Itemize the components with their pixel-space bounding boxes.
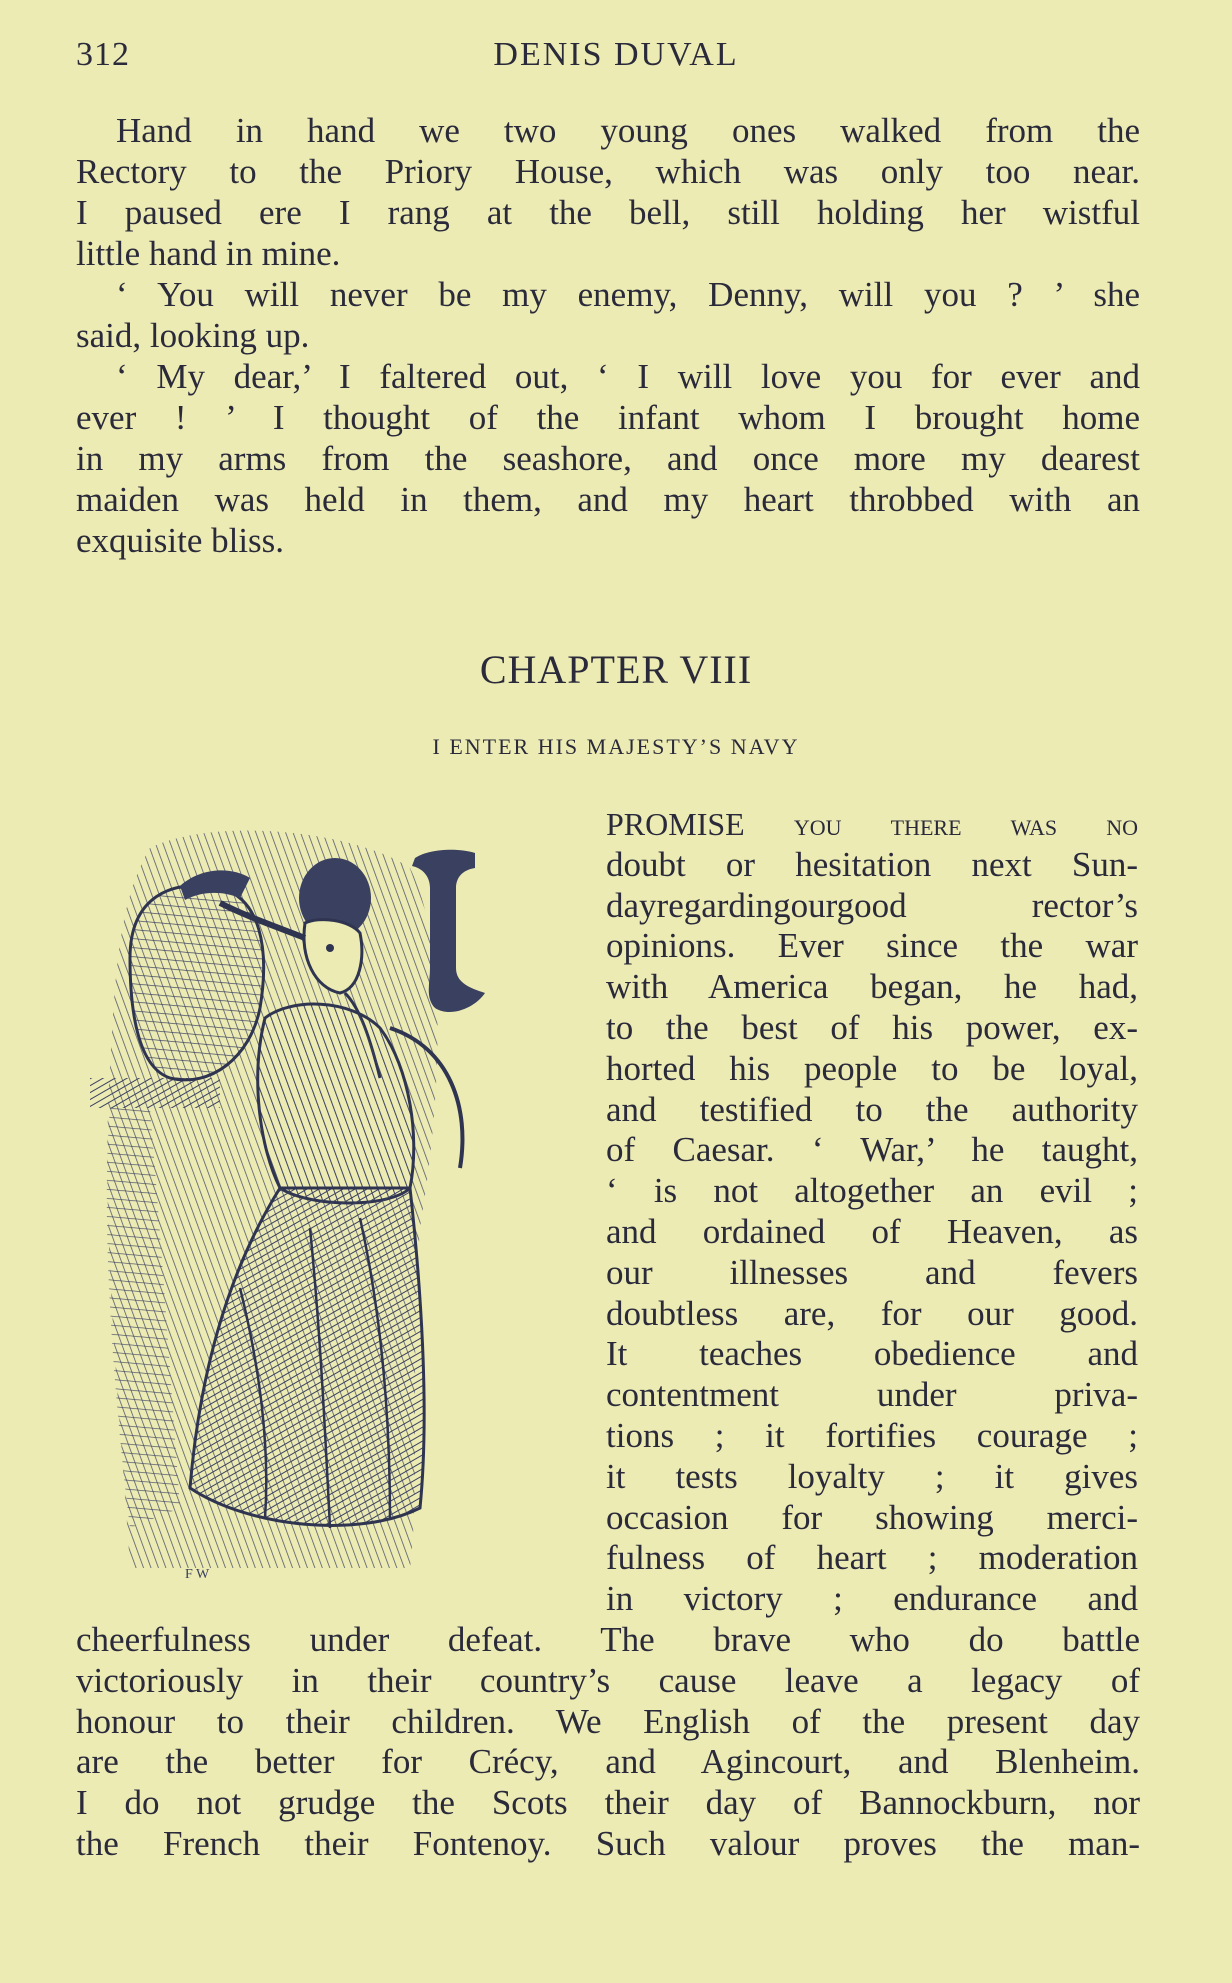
text-line: It teaches obedience and <box>606 1334 1138 1374</box>
text-line: honour to their children. We English of the present day <box>76 1701 1140 1741</box>
text-line: ever ! ’ I thought of the infant whom I brought home <box>76 398 1140 437</box>
chapter-opening-column <box>606 804 1138 1620</box>
text-line: in victory ; endurance and <box>606 1579 1138 1619</box>
chapter-title: CHAPTER VIII <box>479 647 753 692</box>
text-line: and testified to the authority <box>606 1089 1138 1129</box>
text-line: Hand in hand we two young ones walked from the <box>116 111 1140 150</box>
opening-paragraphs <box>76 110 1140 561</box>
text-line: opinions. Ever since the war <box>606 926 1138 966</box>
text-line: little hand in mine. <box>76 234 341 273</box>
text-line: exquisite bliss. <box>76 521 285 560</box>
text-line: the French their Fontenoy. Such valour proves the man- <box>76 1823 1140 1863</box>
text-line: and ordained of Heaven, as <box>606 1211 1138 1251</box>
text-line: it tests loyalty ; it gives <box>606 1456 1138 1496</box>
book-title: DENIS DUVAL <box>493 36 739 73</box>
text-line: I paused ere I rang at the bell, still holding her wistful <box>76 193 1140 232</box>
woman-engraving-illustration <box>90 808 570 1598</box>
text-line: said, looking up. <box>76 316 310 355</box>
chapter-subtitle: I ENTER HIS MAJESTY’S NAVY <box>432 734 800 759</box>
text-line: victoriously in their country’s cause leave a legacy of <box>76 1660 1140 1700</box>
text-line: cheerfulness under defeat. The brave who do battle <box>76 1620 1140 1659</box>
illustration-signature: F W <box>185 1567 210 1582</box>
text-line: fulness of heart ; moderation <box>606 1538 1138 1578</box>
text-line: ‘ My dear,’ I faltered out, ‘ I will love you for ever and <box>116 357 1140 396</box>
text-line: ‘ You will never be my enemy, Denny, will you ? ’ she <box>116 275 1140 314</box>
text-line: doubtless are, for our good. <box>606 1293 1138 1333</box>
text-line: contentment under priva- <box>606 1375 1138 1415</box>
text-line: ‘ is not altogether an evil ; <box>606 1171 1138 1211</box>
text-line: our illnesses and fevers <box>606 1252 1138 1292</box>
running-head <box>0 36 1232 86</box>
text-line: tions ; it fortifies courage ; <box>606 1415 1138 1455</box>
text-line: are the better for Crécy, and Agincourt, and Blenheim. <box>76 1742 1140 1782</box>
page-number: 312 <box>76 36 130 73</box>
text-line: doubt or hesitation next Sun- <box>606 844 1138 884</box>
text-line: occasion for showing merci- <box>606 1497 1138 1537</box>
text-line: Rectory to the Priory House, which was only too near. <box>76 152 1140 191</box>
text-line: with America began, he had, <box>606 967 1138 1007</box>
text-line: of Caesar. ‘ War,’ he taught, <box>606 1130 1138 1170</box>
text-line: in my arms from the seashore, and once more my dearest <box>76 439 1140 478</box>
text-line: dayregardingourgood rector’s <box>606 885 1138 925</box>
text-line: horted his people to be loyal, <box>606 1048 1138 1088</box>
text-line: to the best of his power, ex- <box>606 1007 1138 1047</box>
continued-paragraph <box>76 1620 1140 1865</box>
text-line: maiden was held in them, and my heart throbbed with an <box>76 480 1140 519</box>
text-line: I do not grudge the Scots their day of Bannockburn, nor <box>76 1783 1140 1823</box>
text-line: PROMISE you there was no <box>606 806 1138 842</box>
